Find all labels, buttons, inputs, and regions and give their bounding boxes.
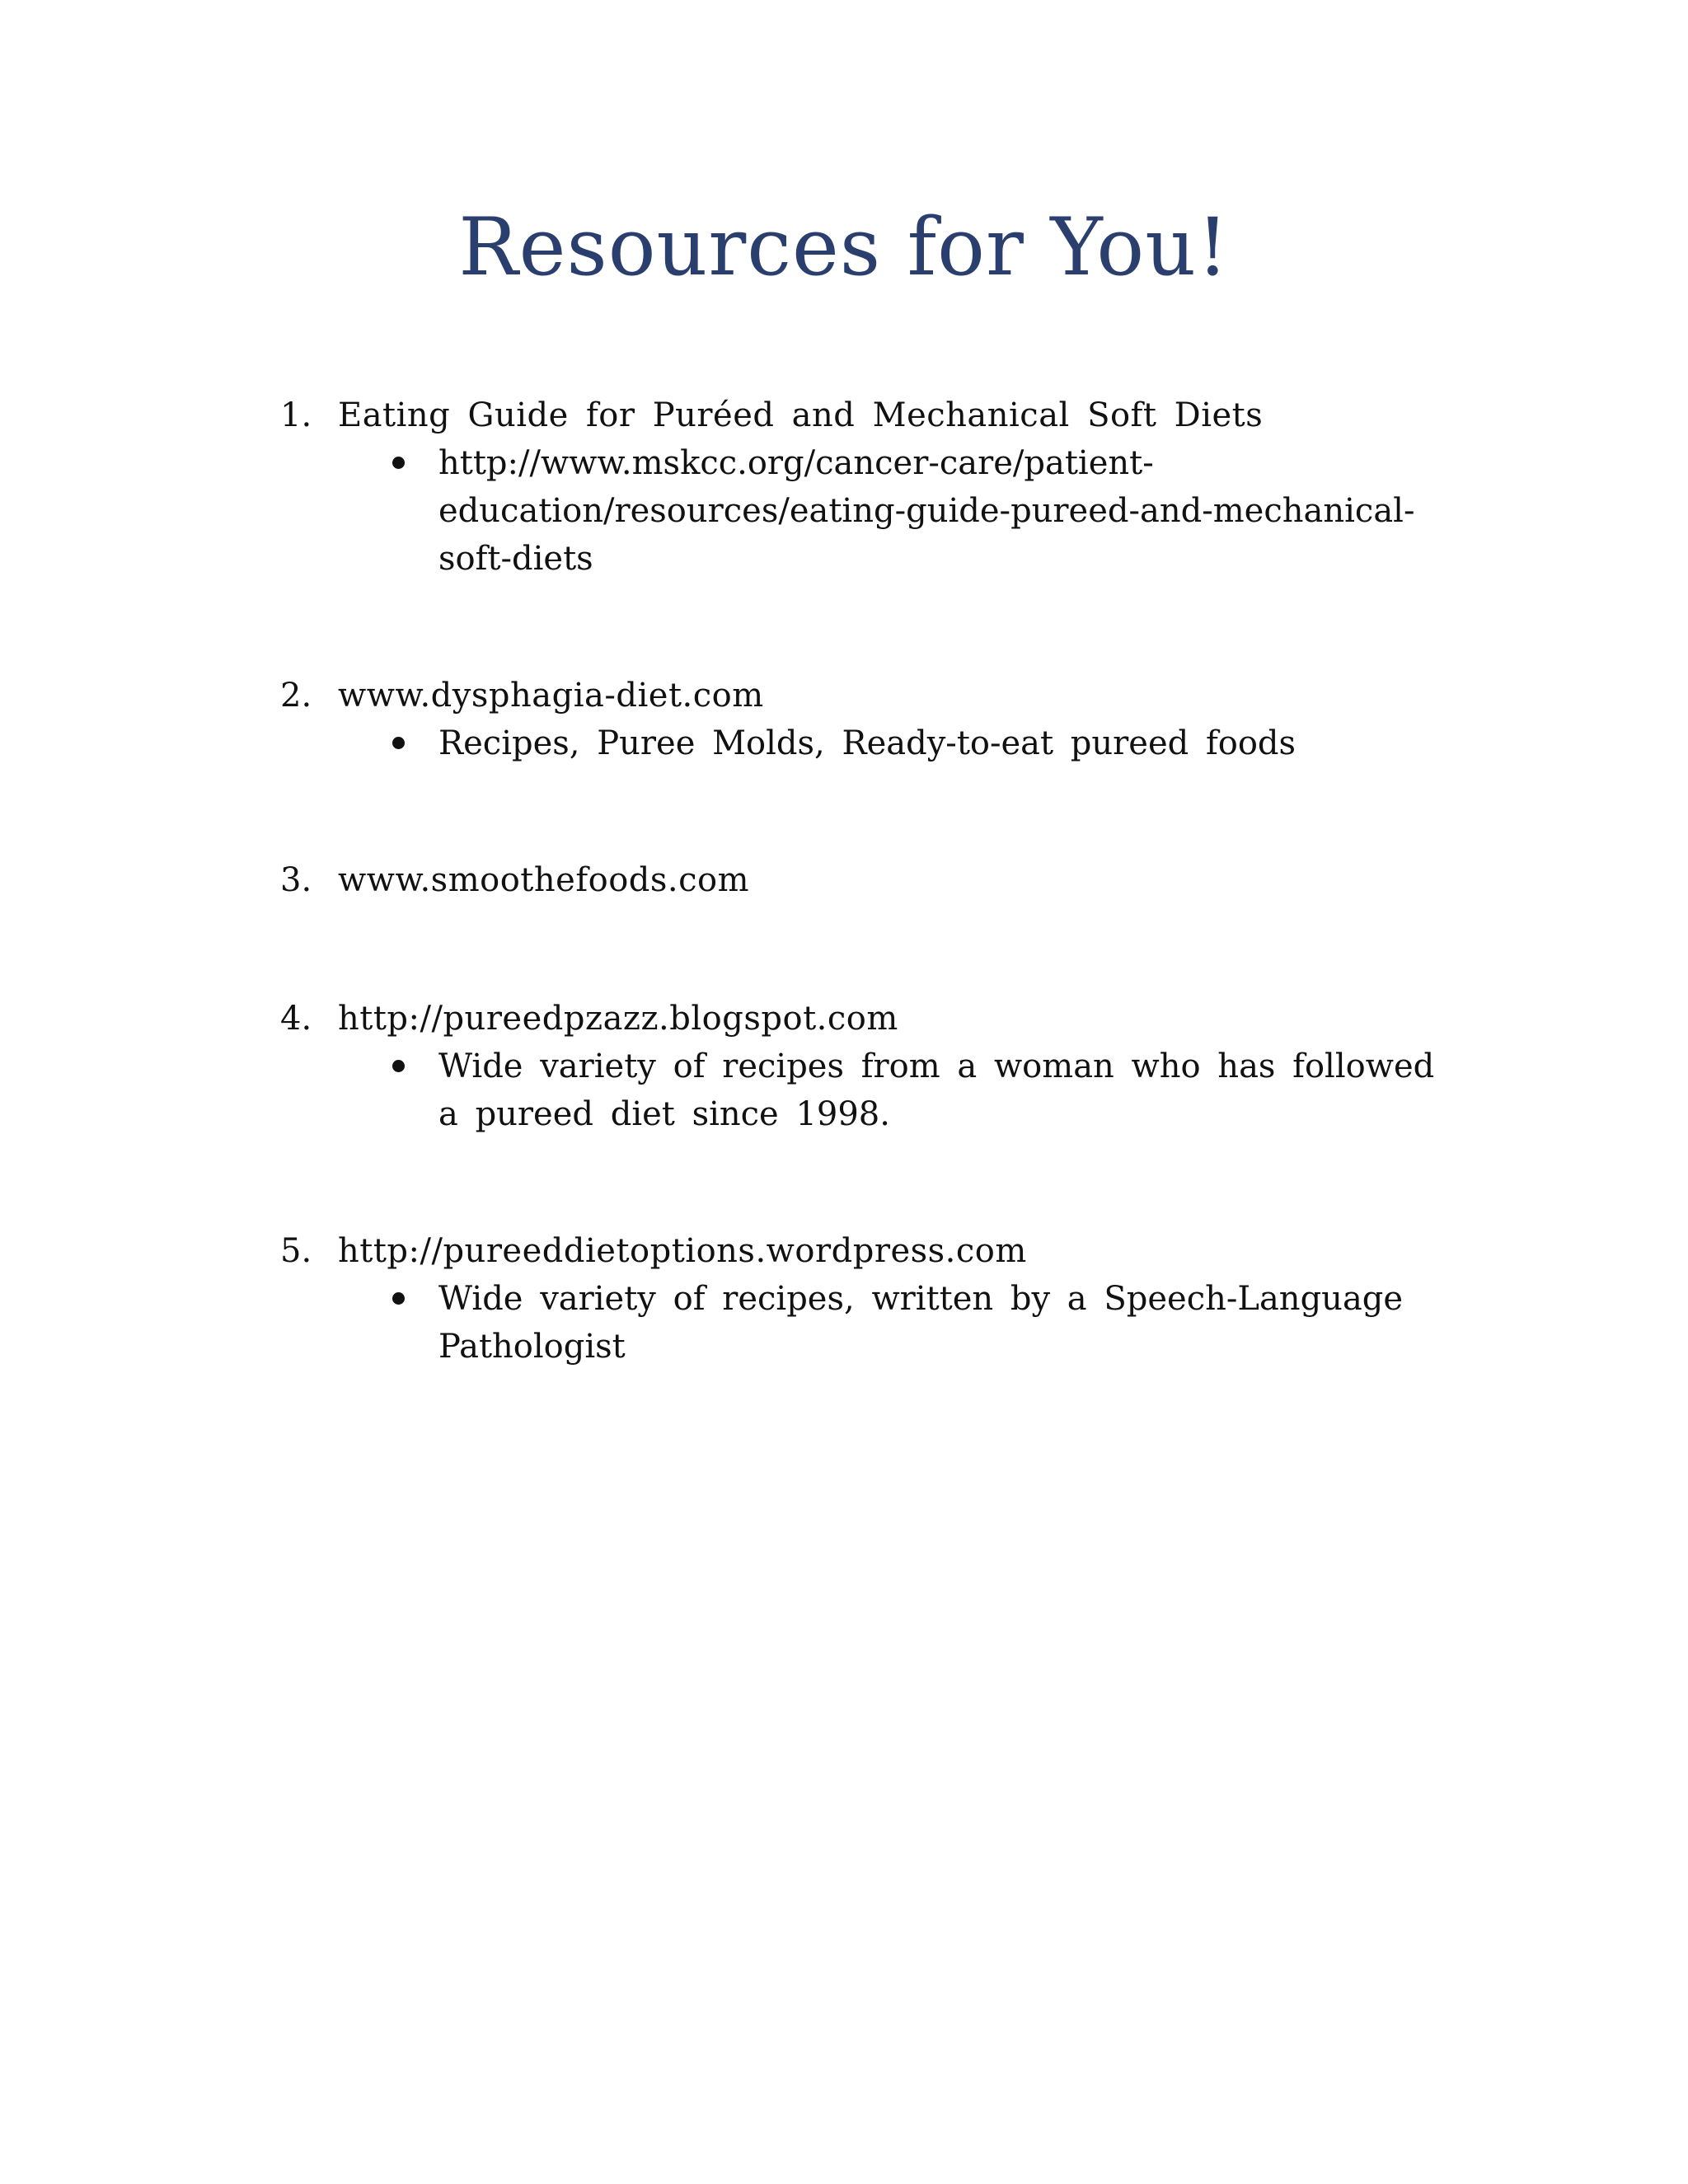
- resource-item-2: [280, 672, 1467, 767]
- resource-link[interactable]: www.smoothefoods.com: [338, 861, 750, 899]
- resource-item-4: [280, 995, 1467, 1138]
- resource-number: 2.: [280, 677, 312, 715]
- resource-title: Eating Guide for Puréed and Mechanical Soft Diets: [338, 396, 1264, 434]
- resource-detail: [338, 719, 1467, 767]
- resource-details: [338, 1043, 1467, 1138]
- resource-link[interactable]: www.dysphagia-diet.com: [338, 677, 764, 715]
- resource-link[interactable]: http://pureeddietoptions.wordpress.com: [338, 1232, 1027, 1270]
- bullet-icon: [392, 1292, 405, 1305]
- resource-list: [280, 391, 1467, 1460]
- resource-item-3: [280, 856, 1467, 904]
- resource-number: 1.: [280, 396, 312, 434]
- bullet-icon: [392, 457, 405, 469]
- bullet-icon: [392, 737, 405, 749]
- detail-text[interactable]: http://www.mskcc.org/cancer-care/patient-education/resources/eating-guide-pureed-and-mechanical-soft-diets: [438, 444, 1415, 578]
- detail-text: Recipes, Puree Molds, Ready-to-eat pureed foods: [438, 724, 1296, 762]
- resource-number: 3.: [280, 861, 312, 899]
- resource-item-1: [280, 391, 1467, 583]
- resource-details: [338, 719, 1467, 767]
- detail-text: Wide variety of recipes from a woman who has followed a pureed diet since 1998.: [438, 1047, 1435, 1133]
- resource-number: 5.: [280, 1232, 312, 1270]
- resource-details: [338, 1275, 1467, 1371]
- resource-detail: [338, 1275, 1467, 1371]
- detail-text: Wide variety of recipes, written by a Speech-Language Pathologist: [438, 1280, 1404, 1366]
- resource-detail-link[interactable]: [338, 439, 1467, 583]
- resource-details: [338, 439, 1467, 583]
- resource-detail: [338, 1043, 1467, 1138]
- resource-item-5: [280, 1227, 1467, 1371]
- bullet-icon: [392, 1060, 405, 1072]
- resource-link[interactable]: http://pureedpzazz.blogspot.com: [338, 1000, 898, 1038]
- page-title: Resources for You!: [458, 201, 1230, 293]
- resource-number: 4.: [280, 1000, 312, 1038]
